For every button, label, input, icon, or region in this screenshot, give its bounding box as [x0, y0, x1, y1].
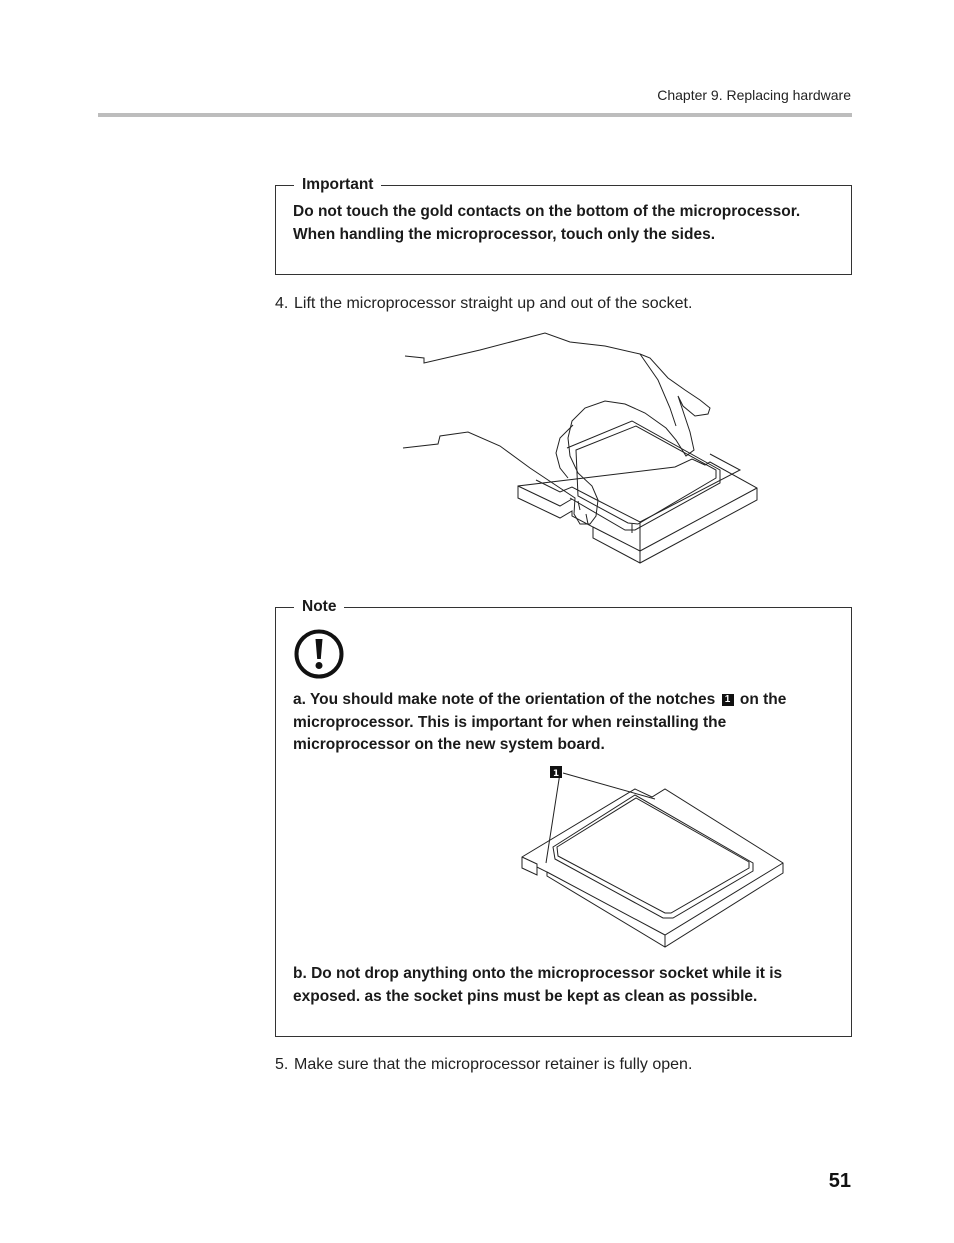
step-5	[275, 1056, 692, 1074]
note-item-a-text-end: on the microprocessor. This is important for when reinstalling the microprocessor on the new system board.	[293, 691, 787, 753]
notch-callout-label: 1	[552, 769, 560, 779]
note-item-a	[293, 689, 811, 757]
note-label: Note	[294, 597, 344, 617]
hand-lifting-microprocessor-illustration	[400, 328, 765, 568]
step-4	[275, 295, 692, 313]
note-item-a-text-start: a. You should make note of the orientation of the notches	[293, 691, 716, 708]
step-5-number: 5.	[275, 1056, 289, 1073]
important-text: Do not touch the gold contacts on the bottom of the microprocessor. When handling the microprocessor, touch only the sides.	[293, 203, 801, 243]
running-header: Chapter 9. Replacing hardware	[657, 87, 851, 103]
notch-callout-badge: 1	[722, 694, 734, 706]
exclamation-circle-icon	[293, 628, 345, 680]
header-rule	[98, 113, 852, 117]
microprocessor-notch-illustration	[515, 765, 790, 950]
important-label: Important	[294, 175, 381, 195]
step-4-text: Lift the microprocessor straight up and out of the socket.	[294, 295, 693, 312]
step-5-text: Make sure that the microprocessor retainer is fully open.	[294, 1056, 693, 1073]
page-number: 51	[828, 1170, 851, 1192]
step-4-number: 4.	[275, 295, 289, 312]
note-item-b: b. Do not drop anything onto the microprocessor socket while it is exposed. as the socket pins must be kept as clean as possible.	[293, 965, 783, 1005]
important-callout	[275, 176, 852, 275]
